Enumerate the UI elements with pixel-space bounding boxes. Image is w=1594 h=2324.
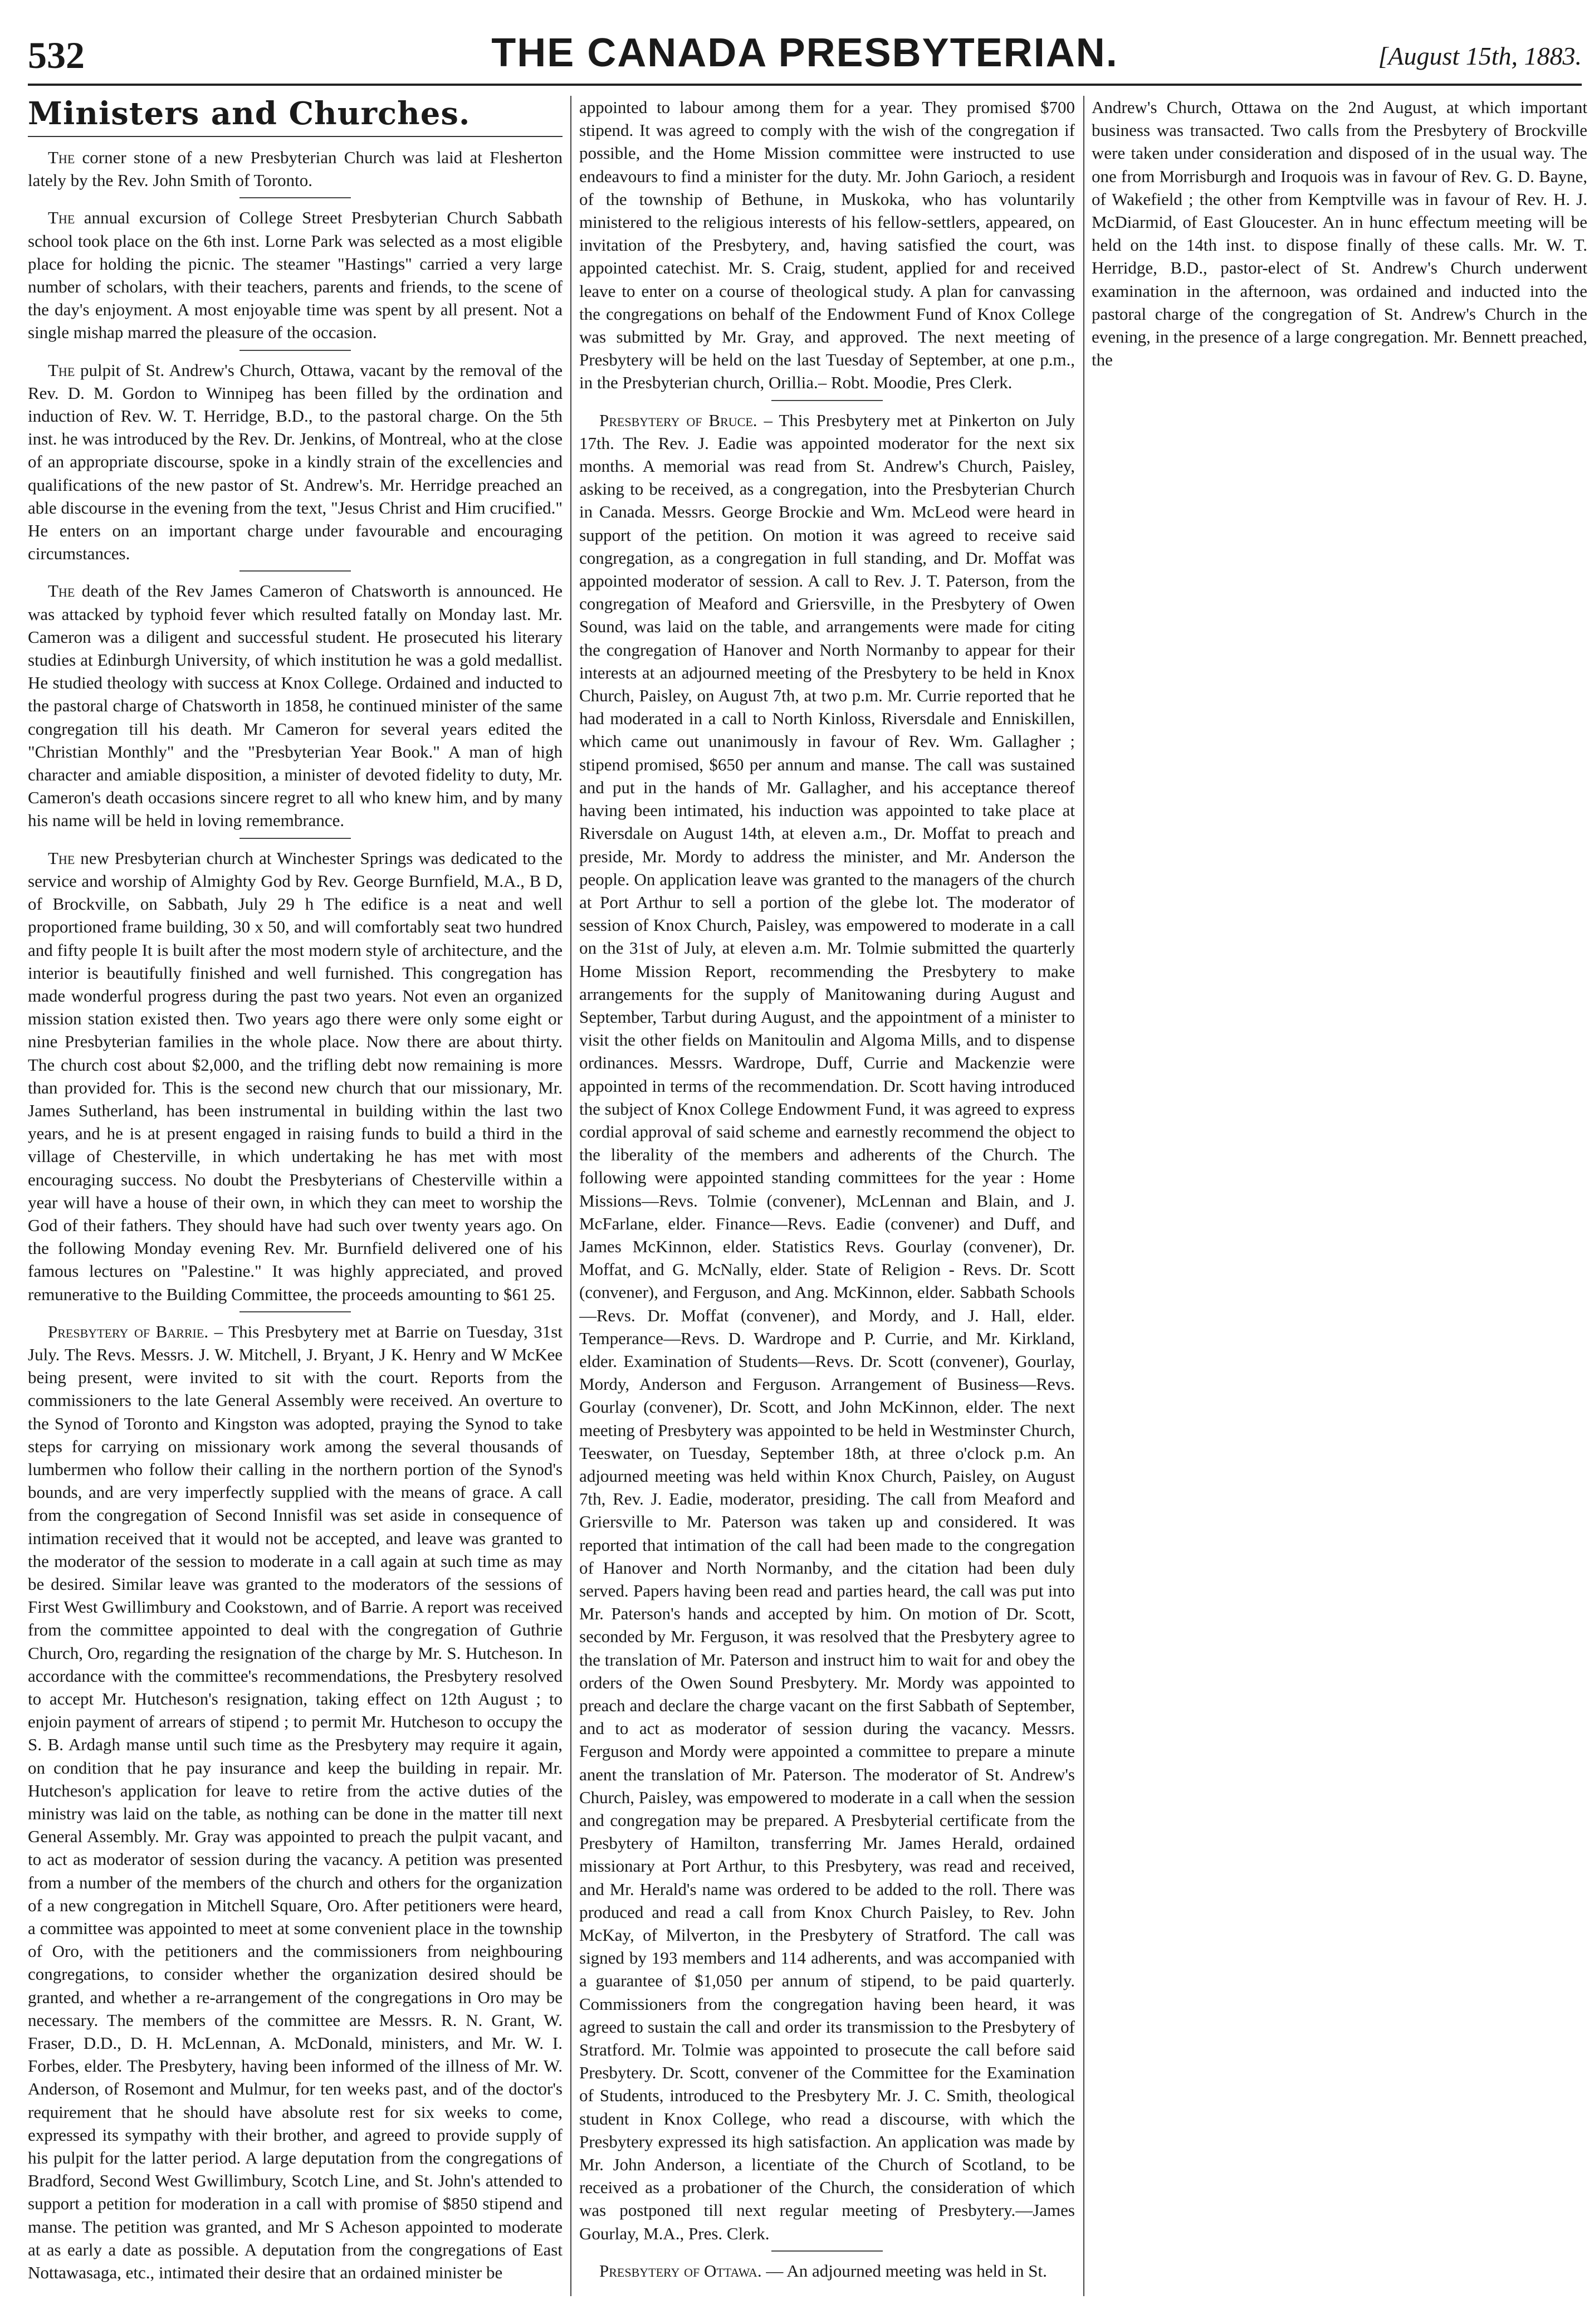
paragraph-text: new Presbyterian church at Winchester Springs was dedicated to the service and worship of Almighty God by Rev. George Burnfield, M.A., B D, of Brockville, on Sabbath, July 29 h The edifice is a neat and well proportioned frame building, 30 x 50, and will comfortably seat two hundred and fifty people It is built after the most modern style of architecture, and the interior is beautifully finished and well furnished. This congregation has made wonderful progress during the past two years. Not even an organized mission station existed then. Two years ago there were only some eight or nine Presbyterian families in the whole place. Now there are about thirty. The church cost about $2,000, and the trifling debt now remaining is more than provided for. This is the second new church that our missionary, Mr. James Sutherland, has been instrumental in building within the last two years, and he is at present engaged in raising funds to build a third in the village of Chesterville, in which undertaking he has met with most encouraging success. No doubt the Presbyterians of Chesterville within a year will have a house of their own, in which they can meet to worship the God of their fathers. They should have had such over twenty years ago. On the following Monday evening Rev. Mr. Burnfield delivered one of his famous lectures on "Palestine." It was highly appreciated, and proved remunerative to the Building Committee, the proceeds amounting to $61 25. [28,848,563,1304]
column-2 [579,96,1075,2302]
separator-rule [239,350,351,351]
article-paragraph [28,146,563,192]
paragraph-text: death of the Rev James Cameron of Chatsworth is announced. He was attacked by typhoid fever which resulted fatally on Monday last. Mr. Cameron was a diligent and successful student. He prosecuted his literary studies at Edinburgh University, of which institution he was a gold medallist. He studied theology with success at Knox College. Ordained and inducted to the pastoral charge of Chatsworth in 1858, he continued minister of the same congregation till his death. Mr Cameron for several years edited the "Christian Monthly" and the "Presbyterian Year Book." A man of high character and amiable disposition, a minister of devoted fidelity to duty, Mr. Cameron's death occasions sincere regret to all who knew him, and by many his name will be held in loving remembrance. [28,581,563,831]
separator-rule [239,197,351,198]
page-header [28,22,1582,86]
article-paragraph [28,1320,563,2284]
paragraph-text: pulpit of St. Andrew's Church, Ottawa, vacant by the removal of the Rev. D. M. Gordon to Winnipeg has been filled by the ordination and induction of Rev. W. T. Herridge, B.D., to the pastoral charge. On the 5th inst. he was introduced by the Rev. Dr. Jenkins, of Montreal, who at the close of an appropriate discourse, spoke in a kindly strain of the excellencies and qualifications of the new pastor of St. Andrew's. Mr. Herridge preached an able discourse in the evening from the text, "Jesus Christ and Him crucified." He enters on an important charge under favourable and encouraging circumstances. [28,360,563,564]
masthead-title: THE CANADA PRESBYTERIAN. [491,31,1118,75]
page-number: 532 [28,34,85,76]
paragraph-text: annual excursion of College Street Presbyterian Church Sabbath school took place on the 6th inst. Lorne Park was selected as a most eligible place for holding the picnic. The steamer "Hastings" carried a very large number of scholars, with their teachers, parents and friends, to the scene of the day's enjoyment. A most enjoyable time was spent by all present. Not a single mishap marred the pleasure of the occasion. [28,208,563,343]
paragraph-text: Andrew's Church, Ottawa on the 2nd August, at which important business was transacted. Two calls from the Presbytery of Brockville were taken under consideration and disposed of in the usual way. The one from Morrisburgh and Iroquois was in favour of Rev. G. D. Bayne, of Wakefield ; the other from Kemptville was in favour of Rev. H. J. McDiarmid, of East Gloucester. An in hunc effectum meeting will be held on the 14th inst. to dispose finally of these calls. Mr. W. T. Herridge, B.D., pastor-elect of St. Andrew's Church underwent examination in the afternoon, was ordained and inducted into the pastoral charge of the congregation of St. Andrew's Church in the evening, in the presence of a large congregation. Mr. Bennett preached, the [1092,97,1587,370]
article-paragraph [28,359,563,565]
section-heading: Ministers and Churches. [28,96,563,137]
paragraph-lead: The [48,848,75,868]
article-paragraph [1092,96,1587,371]
paragraph-lead: Presbytery of Barrie. [48,1321,209,1341]
paragraph-lead: Presbytery of Bruce. [599,410,757,430]
column-1 [28,96,563,2302]
separator-rule [771,2250,883,2252]
paragraph-lead: The [48,208,75,228]
article-paragraph [28,579,563,832]
article-paragraph [579,2259,1075,2282]
paragraph-lead: The [48,581,75,601]
article-paragraph [28,847,563,1306]
article-paragraph [579,409,1075,2245]
separator-rule [771,400,883,401]
separator-rule [239,1311,351,1312]
separator-rule [239,838,351,839]
issue-date: [August 15th, 1883. [1378,42,1582,70]
paragraph-text: appointed to labour among them for a year. They promised $700 stipend. It was agreed to comply with the wish of the congregation if possible, and the Home Mission committee were instructed to use endeavours to find a minister for the duty. Mr. John Garioch, a resident of the township of Bethune, in Muskoka, who has voluntarily ministered to the religious interests of his fellow-settlers, appeared, on invitation of the Presbytery, and, having satisfied the court, was appointed catechist. Mr. S. Craig, student, applied for and received leave to enter on a course of theological study. A plan for canvassing the congregations on behalf of the Endowment Fund of Knox College was submitted by Mr. Gray, and approved. The next meeting of Presbytery will be held on the last Tuesday of September, at one p.m., in the Presbyterian church, Orillia.– Robt. Moodie, Pres Clerk. [579,97,1075,393]
paragraph-lead: Presbytery of Ottawa. [599,2260,762,2281]
paragraph-text: – This Presbytery met at Pinkerton on July 17th. The Rev. J. Eadie was appointed moderator for the next six months. A memorial was read from St. Andrew's Church, Paisley, asking to be received, as a congregation, into the Presbyterian Church in Canada. Messrs. George Brockie and Wm. McLeod were heard in support of the petition. On motion it was agreed to receive said congregation, as a congregation in full standing, and Dr. Moffat was appointed moderator of session. A call to Rev. J. T. Paterson, from the congregation of Meaford and Griersville, in the Presbytery of Owen Sound, was laid on the table, and arrangements were made for citing the congregation of Hanover and North Normanby to appear for their interests at an adjourned meeting of the Presbytery to be held in Knox Church, Paisley, on August 7th, at two p.m. Mr. Currie reported that he had moderated in a call to North Kinloss, Riversdale and Enniskillen, which came out unanimously in favour of Rev. Wm. Gallagher ; stipend promised, $650 per annum and manse. The call was sustained and put in the hands of Mr. Gallagher, and his acceptance thereof having been intimated, his induction was appointed to take place at Riversdale on August 14th, at eleven a.m., Dr. Moffat to preach and preside, Mr. Mordy to address the minister, and Mr. Anderson the people. On application leave was granted to the managers of the church at Port Arthur to sell a portion of the glebe lot. The moderator of session of Knox Church, Paisley, was empowered to moderate in a call on the 31st of July, at eleven a.m. Mr. Tolmie submitted the quarterly Home Mission Report, recommending the Presbytery to make arrangements for the supply of Manitowaning during August and September, Tarbut during August, and the appointment of a minister to visit the other fields on Manitoulin and Algoma Mills, and to dispense ordinances. Messrs. Wardrope, Duff, Currie and Mackenzie were appointed in terms of the recommendation. Dr. Scott having introduced the subject of Knox College Endowment Fund, it was agreed to express cordial approval of said scheme and earnestly recommend the object to the liberality of the members and adherents of the Church. The following were appointed standing committees for the year : Home Missions—Revs. Tolmie (convener), McLennan and Blain, and J. McFarlane, elder. Finance—Revs. Eadie (convener) and Duff, and James McKinnon, elder. Statistics Revs. Gourlay (convener), Dr. Moffat, and G. McNally, elder. State of Religion - Revs. Dr. Scott (convener), and Ferguson, and Ang. McKinnon, elder. Sabbath Schools—Revs. Dr. Moffat (convener), and Mordy, and J. Hall, elder. Temperance—Revs. D. Wardrope and P. Currie, and Mr. Kirkland, elder. Examination of Students—Revs. Dr. Scott (convener), Gourlay, Mordy, Anderson and Ferguson. Arrangement of Business—Revs. Gourlay (convener), Dr. Scott, and John McKinnon, elder. The next meeting of Presbytery was appointed to be held in Westminster Church, Teeswater, on Tuesday, September 18th, at three o'clock p.m. An adjourned meeting was held within Knox Church, Paisley, on August 7th, Rev. J. Eadie, moderator, presiding. The call from Meaford and Griersville to Mr. Paterson was taken up and considered. It was reported that intimation of the call had been made to the congregation of Hanover and North Normanby, and the citation had been duly served. Papers having been read and parties heard, the call was put into Mr. Paterson's hands and accepted by him. On motion of Dr. Scott, seconded by Mr. Ferguson, it was resolved that the Presbytery agree to the translation of Mr. Paterson and instruct him to wait for and obey the orders of the Owen Sound Presbytery. Mr. Mordy was appointed to preach and declare the charge vacant on the first Sabbath of September, and to act as moderator of session during the vacancy. Messrs. Ferguson and Mordy were appointed a committee to prepare a minute anent the translation of Mr. Paterson. The moderator of St. Andrew's Church, Paisley, was empowered to moderate in a call when the session and congregation may be prepared. A Presbyterial certificate from the Presbytery of Hamilton, transferring Mr. James Herald, ordained missionary at Port Arthur, to this Presbytery, was read and received, and Mr. Herald's name was ordered to be added to the roll. There was produced and read a call from Knox Church Paisley, to Rev. John McKay, of Milverton, in the Presbytery of Stratford. The call was signed by 193 members and 114 adherents, and was accompanied with a guarantee of $1,050 per annum of stipend, to be paid quarterly. Commissioners from the congregation having been heard, it was agreed to sustain the call and order its transmission to the Presbytery of Stratford. Mr. Tolmie was appointed to prosecute the call before said Presbytery. Dr. Scott, convener of the Committee for the Examination of Students, introduced to the Presbytery Mr. J. C. Smith, theological student in Knox College, who read a discourse, with which the Presbytery expressed its high satisfaction. An application was made by Mr. John Anderson, a licentiate of the Church of Scotland, to be received as a probationer of the Church, the consideration of which was postponed till next regular meeting of Presbytery.—James Gourlay, M.A., Pres. Clerk. [579,410,1075,2243]
paragraph-text: — An adjourned meeting was held in St. [761,2260,1047,2281]
paragraph-lead: The [48,360,75,380]
column-rule [570,96,571,2296]
column-3 [1092,96,1587,2302]
column-rule [1083,96,1084,2296]
article-paragraph [579,96,1075,394]
paragraph-lead: The [48,148,75,167]
article-paragraph [28,206,563,344]
separator-rule [239,570,351,572]
paragraph-text: – This Presbytery met at Barrie on Tuesday, 31st July. The Revs. Messrs. J. W. Mitchell, J. Bryant, J K. Henry and W McKee being present, were invited to sit with the court. Reports from the commissioners to the late General Assembly were received. An overture to the Synod of Toronto and Kingston was adopted, praying the Synod to take steps for carrying on missionary work among the several thousands of lumbermen who follow their calling in the northern portion of the Synod's bounds, and are very imperfectly supplied with the means of grace. A call from the congregation of Second Innisfil was set aside in consequence of intimation received that it would not be accepted, and leave was granted to the moderator of the session to moderate in a call again at such time as may be desired. Similar leave was granted to the moderators of the sessions of First West Gwillimbury and Cookstown, and of Barrie. A report was received from the committee appointed to deal with the congregation of Guthrie Church, Oro, regarding the resignation of the charge by Mr. S. Hutcheson. In accordance with the committee's recommendations, the Presbytery resolved to accept Mr. Hutcheson's resignation, taking effect on 12th August ; to enjoin payment of arrears of stipend ; to permit Mr. Hutcheson to occupy the S. B. Ardagh manse until such time as the Presbytery may require it again, on condition that he pay insurance and keep the building in repair. Mr. Hutcheson's application for leave to retire from the active duties of the ministry was laid on the table, as nothing can be done in the matter till next General Assembly. Mr. Gray was appointed to preach the pulpit vacant, and to act as moderator of session during the vacancy. A petition was presented from a number of the members of the church and others for the organization of a new congregation in Mitchell Square, Oro. After petitioners were heard, a committee was appointed to meet at some convenient place in the township of Oro, with the petitioners and the commissioners from neighbouring congregations, to consider whether the organization desired should be granted, and whether a re-arrangement of the congregations in Oro may be necessary. The members of the committee are Messrs. R. N. Grant, W. Fraser, D.D., D. H. McLennan, A. McDonald, ministers, and Mr. W. I. Forbes, elder. The Presbytery, having been informed of the illness of Mr. W. Anderson, of Rosemont and Mulmur, for ten weeks past, and of the doctor's requirement that he should have absolute rest for six weeks to come, expressed its sympathy with their brother, and agreed to provide supply of his pulpit for the latter period. A large deputation from the congregations of Bradford, Second West Gwillimbury, Scotch Line, and St. John's attended to support a petition for moderation in a call with promise of $850 stipend and manse. The petition was granted, and Mr S Acheson appointed to moderate at as early a date as possible. A deputation from the congregations of East Nottawasaga, etc., intimated their desire that an ordained minister be [28,1321,563,2283]
paragraph-text: corner stone of a new Presbyterian Church was laid at Flesherton lately by the Rev. John Smith of Toronto. [28,148,563,191]
